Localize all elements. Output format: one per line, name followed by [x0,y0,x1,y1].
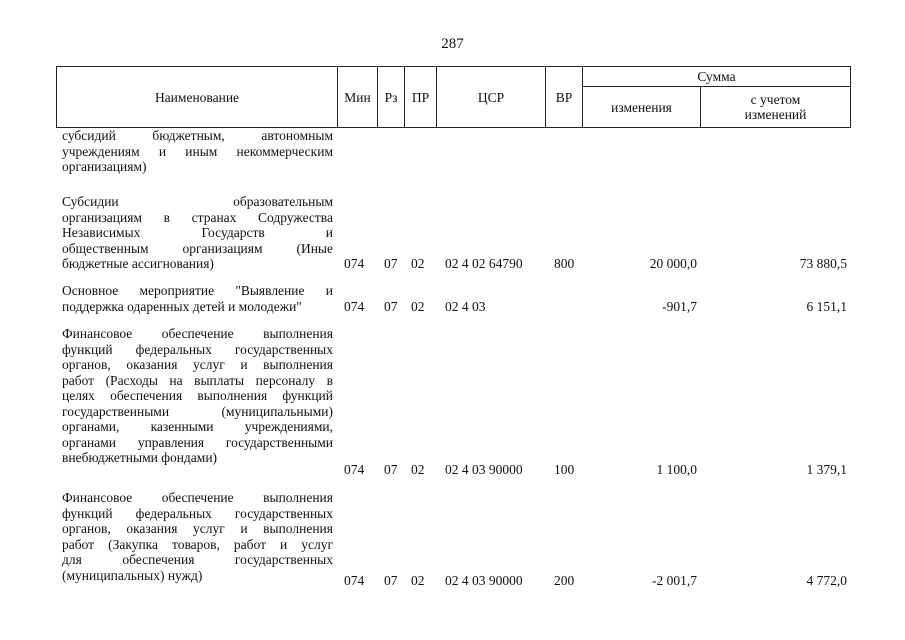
row-name-line: функций федеральных государственных [62,505,333,521]
row-name-line: Финансовое обеспечение выполнения [62,326,333,341]
row-name [62,490,333,583]
row-total: 1 379,1 [806,462,847,477]
row-name-line: организациям) [62,159,147,174]
row-name-line: работ (Расходы на выплаты персоналу в [62,372,333,388]
row-csr: 02 4 02 64790 [445,256,523,271]
row-min: 074 [344,256,365,271]
row-vr: 100 [554,462,575,477]
row-change: -2 001,7 [652,573,697,588]
row-csr: 02 4 03 [445,299,486,314]
header-rz: Рз [377,66,404,128]
header-vr: ВР [545,66,582,128]
row-name-line: органов, оказания услуг и выполнения [62,357,333,372]
header-csr: ЦСР [436,66,545,128]
row-name-line: органами управления государственными [62,434,333,450]
header-name: Наименование [56,66,337,128]
row-name-line: Субсидии образовательным [62,194,333,209]
row-name-line: органов, оказания услуг и выполнения [62,521,333,536]
row-name-line: для обеспечения государственных [62,552,333,567]
row-name [62,326,333,466]
row-min: 074 [344,462,365,477]
header-total-line1: с учетом [750,92,801,107]
row-name-line: целях обеспечения выполнения функций [62,388,333,403]
row-total: 73 880,5 [799,256,847,271]
row-name [62,283,333,314]
row-pr: 02 [411,573,425,588]
page-number: 287 [441,36,464,52]
row-rz: 07 [384,573,398,588]
row-name-line: работ (Закупка товаров, работ и услуг [62,536,333,552]
row-name [62,128,333,175]
row-pr: 02 [411,256,425,271]
row-name-line: государственными (муниципальными) [62,403,333,419]
row-min: 074 [344,573,365,588]
row-csr: 02 4 03 90000 [445,462,523,477]
row-name-line: учреждениям и иным некоммерческим [62,143,333,159]
row-rz: 07 [384,256,398,271]
row-change: 1 100,0 [656,462,697,477]
row-csr: 02 4 03 90000 [445,573,523,588]
row-rz: 07 [384,462,398,477]
row-name [62,194,333,272]
header-total [700,86,851,128]
header-total-line2: изменений [744,107,807,122]
header-pr: ПР [404,66,436,128]
row-name-line: внебюджетными фондами) [62,450,218,465]
row-total: 6 151,1 [806,299,847,314]
row-name-line: органами, казенными учреждениями, [62,419,333,434]
row-name-line: общественным организациям (Иные [62,240,333,256]
row-name-line: Независимых Государств и [62,225,333,240]
row-name-line: Основное мероприятие "Выявление и [62,283,333,298]
row-name-line: бюджетные ассигнования) [62,256,214,271]
row-change: -901,7 [662,299,697,314]
row-name-line: Финансовое обеспечение выполнения [62,490,333,505]
row-vr: 200 [554,573,575,588]
row-name-line: субсидий бюджетным, автономным [62,128,333,143]
row-pr: 02 [411,299,425,314]
row-pr: 02 [411,462,425,477]
row-name-line: (муниципальных) нужд) [62,567,203,583]
header-sum: Сумма [582,66,851,87]
row-rz: 07 [384,299,398,314]
row-name-line: организациям в странах Содружества [62,209,333,225]
row-name-line: функций федеральных государственных [62,341,333,357]
row-name-line: поддержка одаренных детей и молодежи" [62,298,302,314]
header-min: Мин [337,66,377,128]
row-total: 4 772,0 [806,573,847,588]
row-change: 20 000,0 [649,256,697,271]
row-vr: 800 [554,256,575,271]
header-change: изменения [582,86,700,128]
row-min: 074 [344,299,365,314]
